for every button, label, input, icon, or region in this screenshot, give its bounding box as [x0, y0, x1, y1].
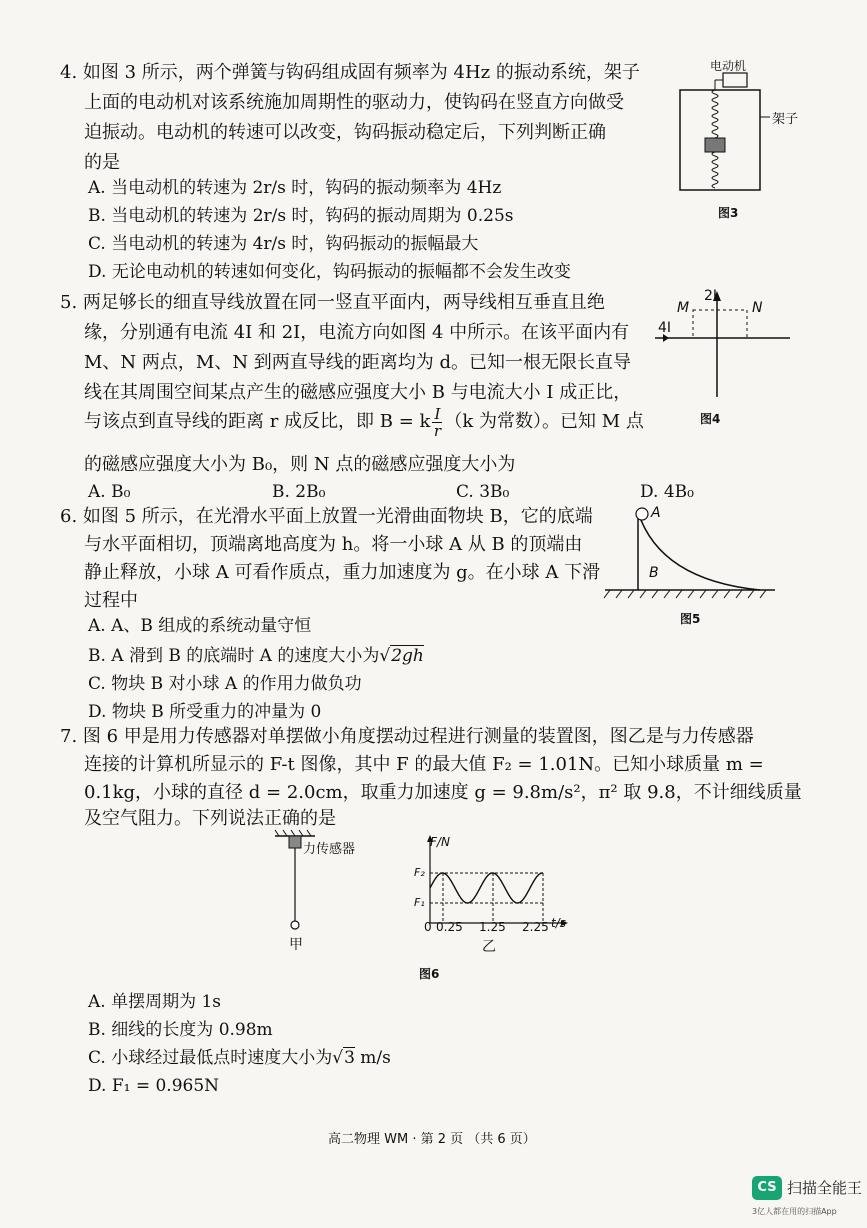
figure-6-yi-label: 乙	[482, 939, 496, 955]
q7-line3: 0.1kg，小球的直径 d = 2.0cm，取重力加速度 g = 9.8m/s²，π² 取 9.8，不计细线质量	[84, 782, 802, 803]
figure-4-4I-label: 4I	[658, 320, 672, 336]
figure-5-curved-block	[600, 500, 780, 605]
q7-line2: 连接的计算机所显示的 F-t 图像，其中 F 的最大值 F₂ = 1.01N。已知小球质量 m =	[84, 754, 764, 775]
figure-6-ylabel: F/N	[430, 835, 450, 849]
sqrt-symbol: √	[332, 1048, 344, 1068]
figure-4-2I-label: 2I	[704, 288, 718, 304]
q5-line3: M、N 两点，M、N 到两直导线的距离均为 d。已知一根无限长直导	[84, 352, 632, 373]
q5-option-b: B. 2B₀	[272, 482, 326, 502]
camscanner-name: 扫描全能王	[787, 1179, 863, 1197]
q6-line2: 与水平面相切，顶端离地高度为 h。将一小球 A 从 B 的顶端由	[84, 534, 583, 555]
figure-3-spring-system	[675, 55, 785, 225]
figure-6-F2-label: F₂	[414, 866, 425, 879]
q6-line4: 过程中	[84, 590, 138, 611]
chart-series-curve	[430, 873, 543, 903]
q5-line5-prefix: 与该点到直导线的距离 r 成反比，即 B = k	[84, 411, 431, 432]
figure-4-caption: 图4	[700, 412, 721, 426]
q6-option-b	[88, 644, 424, 668]
q7-option-d: D. F₁ = 0.965N	[88, 1076, 220, 1096]
figure-6-jia-label: 甲	[289, 937, 303, 953]
q4-option-d: D. 无论电动机的转速如何变化，钩码振动的振幅都不会发生改变	[88, 262, 571, 282]
figure-5-A-label: A	[651, 505, 661, 521]
figure-6-xlabel: t/s	[551, 916, 566, 930]
q5-fraction-num: I	[434, 404, 441, 423]
q6-line3: 静止释放，小球 A 可看作质点，重力加速度为 g。在小球 A 下滑	[84, 562, 601, 583]
q7-line1: 7. 图 6 甲是用力传感器对单摆做小角度摆动过程进行测量的装置图，图乙是与力传感器	[60, 726, 754, 747]
figure-6-tick-2-25: 2.25	[522, 920, 549, 934]
q6-option-b-sqrt: 2gh	[391, 646, 424, 666]
q4-line1: 4. 如图 3 所示，两个弹簧与钩码组成固有频率为 4Hz 的振动系统，架子	[60, 62, 640, 83]
q6-option-a: A. A、B 组成的系统动量守恒	[88, 616, 312, 636]
q4-line2: 上面的电动机对该系统施加周期性的驱动力，使钩码在竖直方向做受	[84, 92, 624, 113]
figure-4-wires	[655, 285, 795, 400]
camscanner-logo: CS	[752, 1176, 782, 1200]
q7-option-c-unit: m/s	[354, 1048, 391, 1068]
figure-6-tick-0-25: 0.25	[436, 920, 463, 934]
figure-6-caption: 图6	[419, 967, 440, 981]
camscanner-tagline: 3亿人都在用的扫描App	[752, 1207, 837, 1216]
q7-option-a: A. 单摆周期为 1s	[88, 992, 222, 1012]
figure-3-frame-label: 架子	[772, 112, 799, 127]
q4-line4: 的是	[84, 152, 120, 173]
q7-option-c-sqrt: 3	[344, 1048, 355, 1068]
q5-option-c: C. 3B₀	[456, 482, 510, 502]
figure-5-caption: 图5	[680, 612, 701, 626]
q6-option-d: D. 物块 B 所受重力的冲量为 0	[88, 702, 322, 722]
q5-option-a: A. B₀	[88, 482, 131, 502]
q5-line5-suffix: （k 为常数）。已知 M 点	[444, 411, 644, 432]
sqrt-symbol: √	[379, 646, 391, 666]
figure-4-M-label: M	[677, 300, 690, 316]
q4-option-c: C. 当电动机的转速为 4r/s 时，钩码振动的振幅最大	[88, 234, 479, 254]
q5-fraction	[432, 406, 442, 439]
q4-line3: 迫振动。电动机的转速可以改变，钩码振动稳定后，下列判断正确	[84, 122, 606, 143]
q5-line1: 5. 两足够长的细直导线放置在同一竖直平面内，两导线相互垂直且绝	[60, 292, 605, 313]
figure-6-tick-0: 0	[424, 920, 432, 934]
figure-5-B-label: B	[649, 565, 659, 581]
q4-option-b: B. 当电动机的转速为 2r/s 时，钩码的振动周期为 0.25s	[88, 206, 514, 226]
q5-line2: 缘，分别通有电流 4I 和 2I，电流方向如图 4 中所示。在该平面内有	[84, 322, 630, 343]
figure-3-caption: 图3	[718, 206, 739, 220]
q7-option-b: B. 细线的长度为 0.98m	[88, 1020, 273, 1040]
q6-option-b-text: B. A 滑到 B 的底端时 A 的速度大小为	[88, 646, 380, 666]
page-footer: 高二物理 WM · 第 2 页 （共 6 页）	[328, 1132, 536, 1147]
q7-option-c-text: C. 小球经过最低点时速度大小为	[88, 1048, 333, 1068]
q5-line4: 线在其周围空间某点产生的磁感应强度大小 B 与电流大小 I 成正比，	[84, 382, 632, 403]
q5-line6: 的磁感应强度大小为 B₀，则 N 点的磁感应强度大小为	[84, 454, 516, 475]
q4-option-a: A. 当电动机的转速为 2r/s 时，钩码的振动频率为 4Hz	[88, 178, 502, 198]
q6-line1: 6. 如图 5 所示，在光滑水平面上放置一光滑曲面物块 B，它的底端	[60, 506, 593, 527]
figure-6-tick-1-25: 1.25	[479, 920, 506, 934]
q5-line5	[84, 404, 644, 440]
figure-6-F1-label: F₁	[414, 896, 425, 909]
q6-option-c: C. 物块 B 对小球 A 的作用力做负功	[88, 674, 362, 694]
q7-line4: 及空气阻力。下列说法正确的是	[84, 808, 336, 829]
figure-3-motor-label: 电动机	[710, 59, 747, 73]
q5-option-d: D. 4B₀	[640, 482, 694, 502]
figure-6-sensor-label: 力传感器	[303, 842, 356, 857]
q7-option-c	[88, 1046, 391, 1070]
q5-fraction-den: r	[433, 421, 441, 440]
figure-4-N-label: N	[752, 300, 763, 316]
